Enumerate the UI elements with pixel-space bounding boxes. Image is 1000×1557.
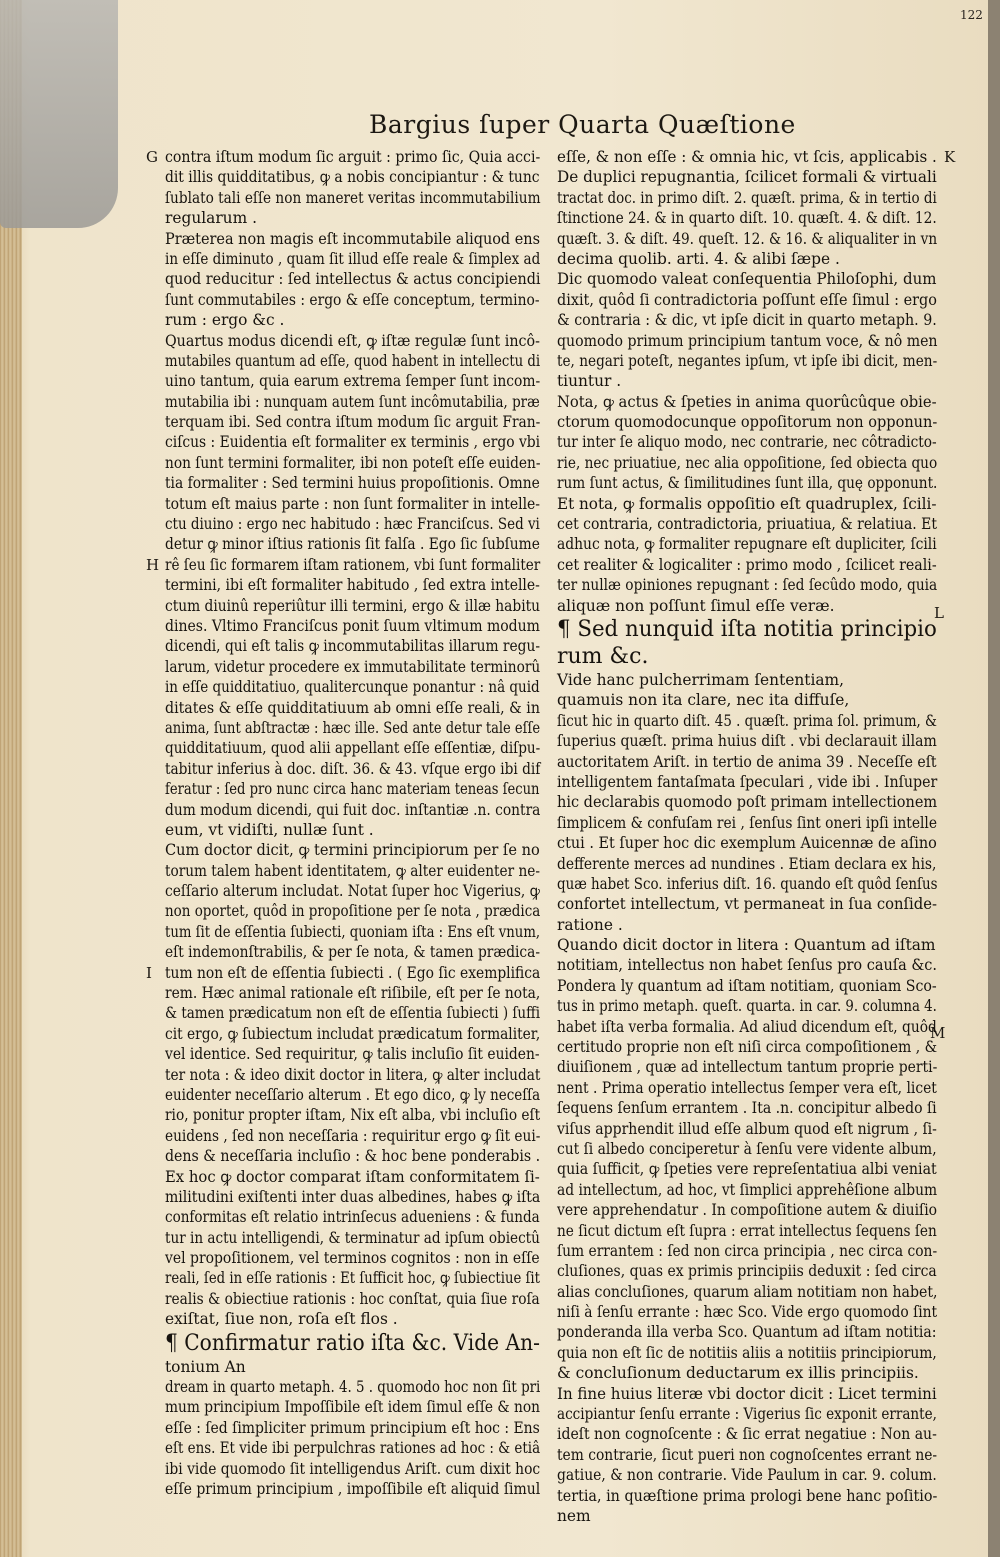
text-line: ctorum quomodocunque oppoſitorum non opponun-	[557, 413, 938, 432]
text-line: Pondera ly quantum ad iſtam notitiam, quoniam Sco-	[557, 976, 937, 995]
text-line: tum non eſt de eſſentia ſubiecti . ( Ego ſic exemplifica	[165, 963, 541, 982]
text-line: ſunt commutabiles : ergo & eſſe conceptum, termino-	[165, 290, 540, 309]
text-line: dicendi, qui eſt talis ꝙ incommutabilitas illarum regu-	[165, 637, 540, 656]
text-line: ctu diuino : ergo nec habitudo : hæc Franciſcus. Sed vi	[165, 515, 540, 534]
text-line: niſi à ſenſu errante : hæc Sco. Vide ergo quomodo ſint	[557, 1303, 938, 1322]
margin-letter-h: H	[146, 556, 160, 574]
text-line: eſt ens. Et vide ibi perpulchras rationes ad hoc : & etiâ	[165, 1439, 541, 1458]
text-line: cit ergo, ꝙ ſubiectum includat prædicatum formaliter,	[165, 1024, 541, 1043]
text-line: tiuntur .	[557, 372, 622, 391]
corner-page-number: 122	[960, 8, 983, 22]
text-line: eſſe primum principium , impoſſibile eſt aliquid ſimul	[165, 1480, 541, 1498]
text-line: termini, ibi eſt formaliter habitudo , ſed extra intelle-	[165, 576, 540, 595]
text-line: ſicut hic in quarto diſt. 45 . quæſt. prima ſol. primum, &	[557, 711, 937, 730]
margin-letter-l: L	[934, 604, 944, 622]
text-line: rum : ergo &c .	[165, 311, 285, 330]
text-line: tabitur inferius à doc. diſt. 36. & 43. vſque ergo ibi dif	[165, 759, 541, 778]
text-line: & contraria : & dic, vt ipſe dicit in quarto metaph. 9.	[557, 311, 937, 330]
text-line: accipiantur ſenſu errante : Vigerius ſic exponit errante,	[557, 1405, 937, 1424]
text-line: ceſſario alterum includat. Notat ſuper hoc Vigerius, ꝙ	[165, 882, 541, 901]
text-line: contra iſtum modum ſic arguit : primo ſic, Quia acci-	[165, 148, 541, 166]
text-line: ¶ Confirmatur ratio iſta &c. Vide An-	[165, 1330, 540, 1356]
text-line: reali, ſed in eſſe rationis : Et ſufficit hoc, ꝙ ſubiectiue ſit	[165, 1269, 540, 1288]
text-line: Quando dicit doctor in litera : Quantum ad iſtam	[557, 936, 936, 955]
text-line: hic declarabis quomodo poſt primam intellectionem	[557, 793, 938, 812]
text-line: tum ſit de eſſentia ſubiecti, quoniam iſta : Ens eſt vnum,	[165, 922, 541, 941]
text-line: ſequens ſenſum errantem . Ita .n. concipitur albedo ſi	[557, 1099, 937, 1118]
text-line: tus in primo metaph. queſt. quarta. in car. 9. columna 4.	[557, 997, 937, 1016]
text-line: ſum errantem : ſed non circa principia , nec circa con-	[557, 1241, 938, 1260]
text-line: cut ſi albedo conciperetur à ſenſu vere vidente album,	[557, 1139, 937, 1158]
text-line: larum, videtur procedere ex immutabilitate terminorû	[165, 657, 541, 676]
text-line: notitiam, intellectus non habet ſenſus pro cauſa &c.	[557, 956, 937, 975]
text-line: & concluſionum deductarum ex illis principiis.	[557, 1364, 919, 1383]
text-line: rum ſunt actus, & ſimilitudines ſunt illa, quę opponunt.	[557, 474, 938, 493]
running-header: Bargius ſuper Quarta Quæſtione	[369, 110, 796, 139]
text-line: conformitas eſt relatio intrinſecus adueniens : & funda	[165, 1208, 540, 1227]
text-line: nent . Prima operatio intellectus ſemper vera eſt, licet	[557, 1078, 937, 1097]
text-line: ponderanda illa verba Sco. Quantum ad iſtam notitia:	[557, 1323, 937, 1342]
text-line: eſſe, & non eſſe : & omnia hic, vt ſcis, applicabis .	[557, 148, 937, 166]
text-line: tia formaliter : Sed termini huius propoſitionis. Omne	[165, 474, 540, 493]
text-line: gatiue, & non contrarie. Vide Paulum in car. 9. colum.	[557, 1466, 937, 1485]
text-line: militudini exiſtenti inter duas albedines, habes ꝙ iſta	[165, 1187, 541, 1206]
text-line: rie, nec priuatiue, nec alia oppoſitione, ſed obiecta quo	[557, 453, 938, 472]
text-line: cet contraria, contradictoria, priuatiua, & relatiua. Et	[557, 515, 937, 534]
text-line: rê ſeu ſic formarem iſtam rationem, vbi ſunt formaliter	[165, 555, 541, 574]
text-line: quod reducitur : ſed intellectus & actus concipiendi	[165, 270, 541, 289]
text-line: regularum .	[165, 209, 257, 228]
page-gutter	[0, 0, 22, 1557]
text-line: habet iſta verba formalia. Ad aliud dicendum eſt, quôd	[557, 1017, 937, 1036]
text-line: rio, ponitur propter iſtam, Nix eſt alba, vbi incluſio eſt	[165, 1106, 541, 1125]
margin-letter-i: I	[146, 964, 152, 982]
text-line: ſublato tali eſſe non maneret veritas incommutabilium	[165, 188, 541, 207]
text-line: Nota, ꝙ actus & ſpeties in anima quorûcûque obie-	[557, 392, 937, 411]
text-line: alias concluſiones, quarum aliam notitiam non habet,	[557, 1282, 938, 1301]
text-line: ſimplicem & confuſam rei , ſenſus ſint oneri ipſi intelle	[557, 813, 937, 832]
text-line: dens & neceſſaria incluſio : & hoc bene ponderabis .	[165, 1147, 541, 1166]
text-line: dit illis quidditatibus, ꝙ a nobis concipiantur : & tunc	[165, 168, 540, 187]
text-line: & tamen prædicatum non eſt de eſſentia ſubiecti ) ſuffi	[165, 1004, 541, 1023]
text-line: aliquæ non poſſunt ſimul eſſe veræ.	[557, 596, 835, 615]
text-line: quia ſufficit, ꝙ ſpeties vere repreſentatiua albi veniat	[557, 1160, 937, 1179]
text-line: Ex hoc ꝙ doctor comparat iſtam conformitatem ſi-	[165, 1167, 540, 1186]
text-line: ad intellectum, ad hoc, vt ſimplici apprehêſione album	[557, 1180, 938, 1199]
text-line: cluſiones, quas ex primis principiis deduxit : ſed circa	[557, 1262, 937, 1281]
margin-letter-g: G	[146, 148, 158, 166]
text-line: ctui . Et ſuper hoc dic exemplum Auicennæ de aſino	[557, 834, 937, 853]
page-clip	[0, 0, 118, 228]
text-line: quomodo primum principium tantum voce, & nô men	[557, 331, 938, 350]
text-line: vel identice. Sed requiritur, ꝙ talis incluſio ſit euiden-	[165, 1045, 540, 1064]
text-line: ne ſicut dictum eſt ſupra : errat intellectus ſequens ſen	[557, 1221, 937, 1240]
text-line: dream in quarto metaph. 4. 5 . quomodo hoc non ſit pri	[165, 1378, 541, 1397]
right-text-column	[557, 147, 937, 1526]
text-line: te, negari poteſt, negantes ipſum, vt ipſe ibi dicit, men-	[557, 351, 938, 370]
left-text-column	[165, 147, 540, 1499]
text-line: mutabiles quantum ad eſſe, quod habent in intellectu di	[165, 351, 541, 370]
text-line: quidditatiuum, quod alii appellant eſſe eſſentiæ, diſpu-	[165, 739, 541, 758]
text-line: Et nota, ꝙ formalis oppoſitio eſt quadruplex, ſcili-	[557, 494, 937, 513]
text-line: terquam ibi. Sed contra iſtum modum ſic arguit Fran-	[165, 413, 541, 432]
margin-letter-m: M	[930, 1024, 946, 1042]
text-line: nem	[557, 1507, 591, 1525]
text-line: feratur : ſed pro nunc circa hanc materiam teneas ſecun	[165, 780, 540, 799]
text-line: in eſſe quidditatiuo, qualitercunque ponantur : nâ quid	[165, 678, 540, 697]
text-line: ter nota : & ideo dixit doctor in litera, ꝙ alter includat	[165, 1065, 541, 1084]
text-line: mutabilia ibi : nunquam autem ſunt incômutabilia, præ	[165, 392, 540, 411]
text-line: In fine huius literæ vbi doctor dicit : Licet termini	[557, 1384, 937, 1403]
text-line: diuiſionem , quæ ad intellectum tantum proprie perti-	[557, 1058, 938, 1077]
text-line: quia non eſt ſic de notitiis aliis a notitiis principiorum,	[557, 1343, 937, 1362]
text-line: euidens , ſed non neceſſaria : requiritur ergo ꝙ ſit eui-	[165, 1126, 541, 1145]
text-line: vere apprehendatur . In compoſitione autem & diuiſio	[557, 1201, 938, 1220]
text-line: Quartus modus dicendi eſt, ꝙ iſtæ regulæ ſunt incô-	[165, 331, 540, 350]
text-line: tur inter ſe aliquo modo, nec contrarie, nec côtradicto-	[557, 433, 937, 452]
text-line: anima, ſunt abſtractæ : hæc ille. Sed ante detur tale eſſe	[165, 718, 541, 737]
text-line: eum, vt vidiſti, nullæ ſunt .	[165, 820, 374, 839]
text-line: quæſt. 3. & diſt. 49. queſt. 12. & 16. & aliqualiter in vn	[557, 229, 938, 248]
text-line: euidenter neceſſario alterum . Et ego dico, ꝙ ly neceſſa	[165, 1085, 541, 1104]
text-line: non oportet, quôd in propoſitione per ſe nota , prædica	[165, 902, 541, 921]
text-line: Cum doctor dicit, ꝙ termini principiorum per ſe no	[165, 841, 540, 860]
text-line: quamuis non ita clare, nec ita diffuſe,	[557, 691, 850, 710]
text-line: auctoritatem Ariſt. in tertio de anima 39 . Neceſſe eſt	[557, 752, 937, 771]
text-line: tem contrarie, ſicut pueri non cognoſcentes errant ne-	[557, 1445, 938, 1464]
text-line: viſus apprhendit illud eſſe album quod eſt nigrum , ſi-	[557, 1119, 937, 1138]
text-line: confortet intellectum, vt permaneat in ſua conſide-	[557, 895, 937, 914]
text-line: tur in actu intelligendi, & terminatur ad ipſum obiectû	[165, 1228, 540, 1247]
text-line: rum &c.	[557, 643, 649, 669]
text-line: Dic quomodo valeat conſequentia Philoſophi, dum	[557, 270, 937, 289]
text-line: De duplici repugnantia, ſcilicet formali & virtuali	[557, 168, 937, 187]
text-line: uino tantum, quia earum extrema ſemper ſunt incom-	[165, 372, 541, 391]
text-line: tertia, in quæſtione prima prologi bene hanc poſitio-	[557, 1486, 938, 1505]
text-line: ratione .	[557, 915, 623, 934]
text-line: tonium An	[165, 1357, 246, 1376]
text-line: ditates & eſſe quidditatiuum ab omni eſſe reali, & in	[165, 698, 540, 717]
text-line: dixit, quôd ſi contradictoria poſſunt eſſe ſimul : ergo	[557, 290, 937, 309]
text-line: rem. Hæc animal rationale eſt riſibile, eſt per ſe nota,	[165, 984, 541, 1003]
text-line: ideſt non cognoſcente : & ſic errat negatiue : Non au-	[557, 1425, 937, 1444]
text-line: torum talem habent identitatem, ꝙ alter euidenter ne-	[165, 861, 540, 880]
text-line: detur ꝙ minor iſtius rationis ſit falſa . Ego ſic ſubſume	[165, 535, 540, 554]
text-line: defferente merces ad nundines . Etiam declara ex his,	[557, 854, 937, 873]
text-line: adhuc nota, ꝙ formaliter repugnare eſt dupliciter, ſcili	[557, 535, 937, 554]
text-line: dines. Vltimo Franciſcus ponit ſuum vltimum modum	[165, 616, 540, 635]
text-line: ciſcus : Euidentia eſt formaliter ex terminis , ergo vbi	[165, 433, 541, 452]
text-line: intelligentem fantaſmata ſpeculari , vide ibi . Inſuper	[557, 772, 938, 791]
text-line: ſtinctione 24. & in quarto diſt. 10. quæſt. 4. & diſt. 12.	[557, 209, 937, 228]
margin-letter-k: K	[944, 148, 956, 166]
text-line: Præterea non magis eſt incommutabile aliquod ens	[165, 229, 541, 248]
text-line: Vide hanc pulcherrimam ſententiam,	[557, 670, 845, 689]
text-line: eſſe : ſed ſimpliciter primum principium eſt hoc : Ens	[165, 1418, 540, 1437]
text-line: decima quolib. arti. 4. & alibi ſæpe .	[557, 249, 840, 268]
text-line: tractat doc. in primo diſt. 2. quæſt. prima, & in tertio di	[557, 188, 937, 207]
text-line: dum modum dicendi, qui fuit doc. inſtantiæ .n. contra	[165, 800, 541, 819]
text-line: quæ habet Sco. inferius diſt. 16. quando eſt quôd ſenſus	[557, 874, 938, 893]
text-line: non ſunt termini formaliter, ibi non poteſt eſſe euiden-	[165, 453, 541, 472]
text-line: mum principium Impoſſibile eſt idem ſimul eſſe & non	[165, 1398, 541, 1417]
text-line: certitudo proprie non eſt niſi circa compoſitionem , &	[557, 1038, 938, 1057]
text-line: in eſſe diminuto , quam ſit illud eſſe reale & ſimplex ad	[165, 249, 541, 268]
text-line: exiſtat, ſiue non, roſa eſt flos .	[165, 1310, 398, 1329]
text-line: totum eſt maius parte : non ſunt formaliter in intelle-	[165, 494, 541, 513]
text-line: ſuperius quæſt. prima huius diſt . vbi declarauit illam	[557, 732, 937, 751]
text-line: ibi vide quomodo ſit intelligendus Ariſt. cum dixit hoc	[165, 1459, 541, 1478]
text-line: eſt indemonſtrabilis, & per ſe nota, & tamen prædica-	[165, 943, 540, 962]
text-line: vel propoſitionem, vel terminos cognitos : non in eſſe	[165, 1249, 540, 1268]
text-line: ter nullæ opiniones repugnant : ſed ſecûdo modo, quia	[557, 576, 938, 595]
text-line: cet realiter & logicaliter : primo modo , ſcilicet reali-	[557, 555, 937, 574]
text-line: realis & obiectiue rationis : hoc conſtat, quia ſiue roſa	[165, 1289, 540, 1308]
text-line: ctum diuinû reperiûtur illi termini, ergo & illæ habitu	[165, 596, 541, 615]
text-line: ¶ Sed nunquid iſta notitia principio	[557, 616, 937, 642]
page-edge	[988, 0, 1000, 1557]
